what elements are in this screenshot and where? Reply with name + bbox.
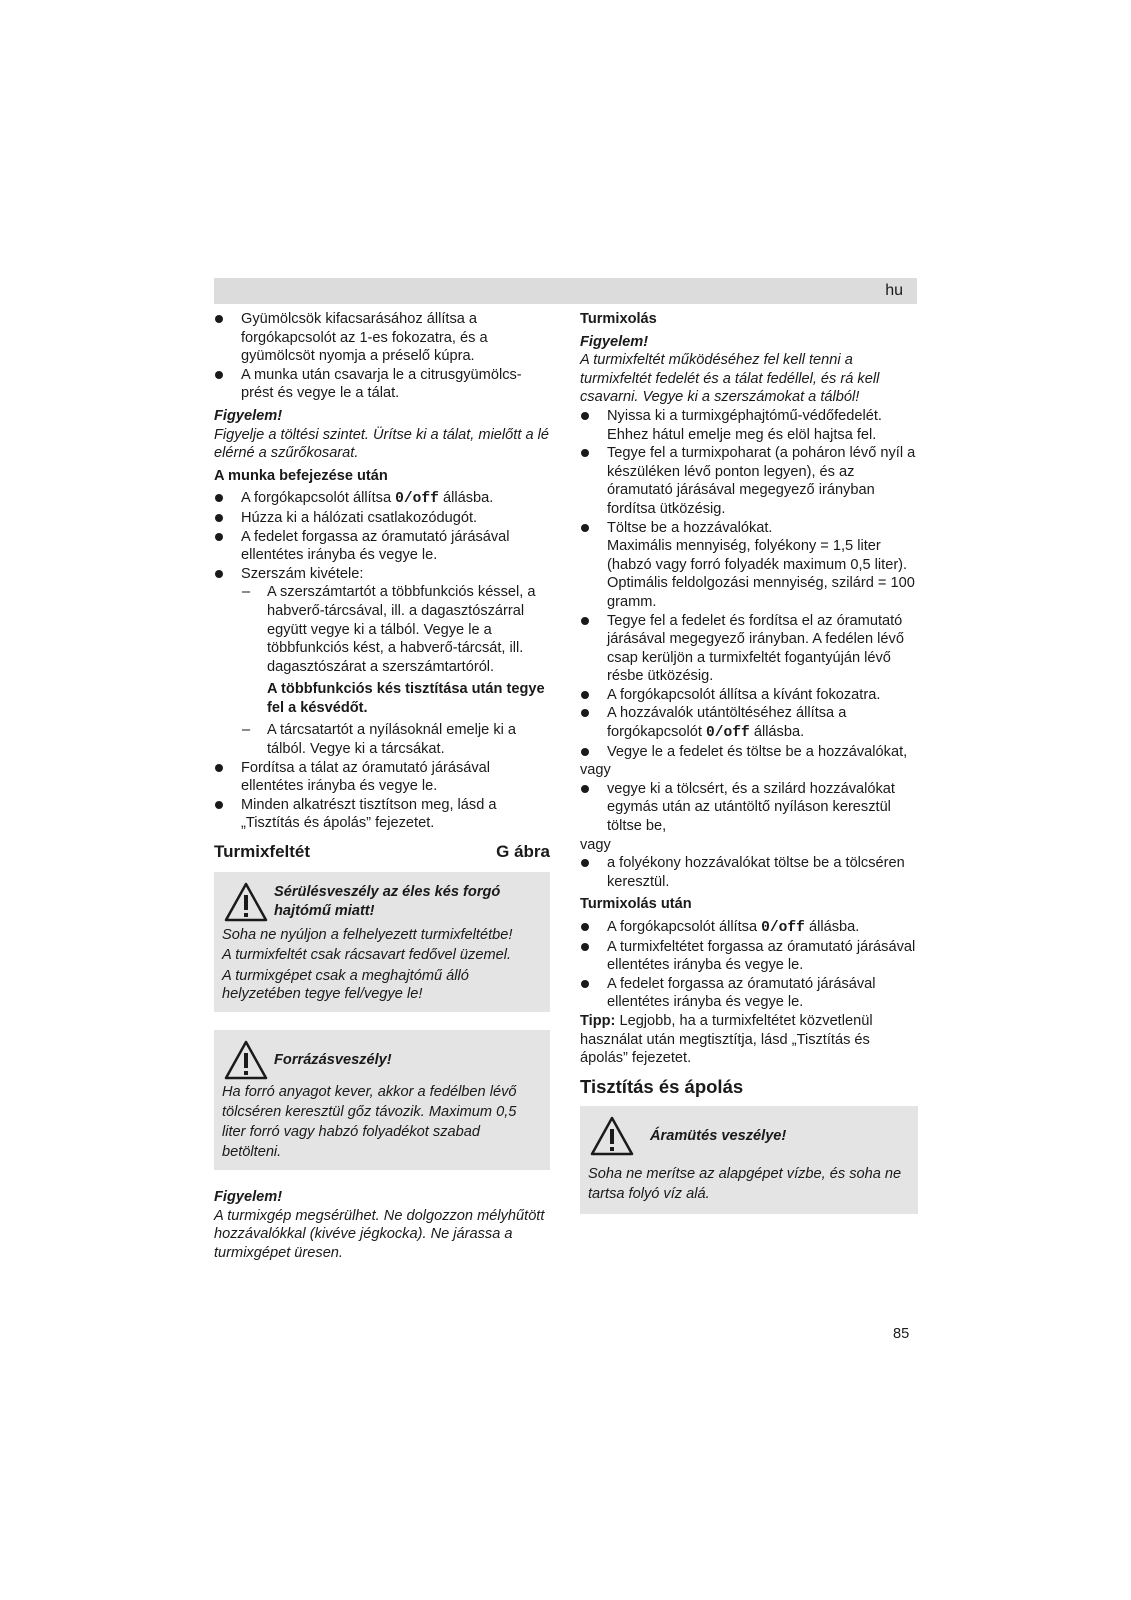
or-label: vagy — [580, 762, 611, 779]
attention-title: Figyelem! — [214, 407, 283, 424]
language-label: hu — [885, 282, 903, 299]
warning-line: A turmixgépet csak a meghajtómű álló helyzetében tegye fel/vegye le! — [222, 967, 469, 1003]
right-column — [580, 310, 918, 1222]
list-item: Húzza ki a hálózati csatlakozódugót. — [214, 509, 550, 528]
attention-text: Figyelje a töltési szintet. Ürítse ki a tálat, mielőtt a lé elérné a szűrőkosarat. — [214, 426, 549, 462]
warning-title: Sérülésveszély az éles kés forgó hajtómű miatt! — [274, 884, 501, 919]
section-heading: Turmixolás után — [580, 896, 692, 913]
warning-icon — [222, 1038, 274, 1082]
dash-item: – A tárcsatartót a nyílásoknál emelje ki a tálból. Vegye ki a tárcsákat. — [214, 721, 550, 758]
list-item: a folyékony hozzávalókat töltse be a tölcséren keresztül. — [580, 854, 918, 891]
warning-text: Ha forró anyagot kever, akkor a fedélben lévő tölcséren keresztül gőz távozik. Maximum 0,5 liter forró vagy habzó folyadékot szabad betölteni. — [222, 1084, 517, 1160]
warning-line: A turmixfeltét csak rácsavart fedővel üzemel. — [222, 947, 512, 964]
list-item: Szerszám kivétele: — [214, 565, 550, 584]
list-item: vegye ki a tölcsért, és a szilárd hozzávalókat egymás után az utántöltő nyíláson keresztül töltse be, — [580, 780, 918, 836]
figure-reference: G ábra — [496, 842, 550, 862]
or-label: vagy — [580, 836, 611, 853]
list-item: A forgókapcsolót állítsa a kívánt fokozatra. — [580, 686, 918, 705]
warning-icon — [588, 1114, 640, 1158]
list-item-detail: Optimális feldolgozási mennyiség, szilárd = 100 gramm. — [607, 575, 915, 610]
list-item: Gyümölcsök kifacsarásához állítsa a forgókapcsolót az 1-es fokozatra, és a gyümölcsöt nyomja a préselő kúpra. — [214, 310, 550, 366]
list-item-detail: Maximális mennyiség, folyékony = 1,5 liter (habzó vagy forró folyadék maximum 0,5 liter). — [607, 538, 908, 573]
warning-title: Forrázásveszély! — [274, 1051, 392, 1068]
bold-note: A többfunkciós kés tisztítása után tegye fel a késvédőt. — [267, 681, 545, 716]
attention-title: Figyelem! — [214, 1189, 283, 1205]
list-item: Töltse be a hozzávalókat. — [580, 519, 918, 538]
section-title-row — [214, 843, 550, 862]
warning-title: Áramütés veszélye! — [650, 1128, 787, 1145]
warning-box — [214, 1030, 550, 1170]
left-column — [214, 310, 550, 1262]
header-bar — [214, 278, 917, 304]
attention-text: A turmixgép megsérülhet. Ne dolgozzon mélyhűtött hozzávalókkal (kivéve jégkocka). Ne járassa a turmixgépet üresen. — [214, 1207, 545, 1261]
list-item: A forgókapcsolót állítsa 0/off állásba. — [214, 489, 550, 509]
attention-title: Figyelem! — [580, 333, 649, 350]
section-title: Turmixfeltét — [214, 842, 311, 862]
warning-text: Soha ne merítse az alapgépet vízbe, és soha ne tartsa folyó víz alá. — [588, 1166, 902, 1203]
section-heading: Turmixolás — [580, 311, 657, 327]
list-item: A turmixfeltétet forgassa az óramutató járásával ellentétes irányba és vegye le. — [580, 938, 918, 975]
list-item: Tegye fel a turmixpoharat (a poháron lévő nyíl a készüléken lévő ponton legyen), és az óramutató járásával megegyező irányban fordítsa ütközésig. — [580, 444, 918, 518]
list-item: Nyissa ki a turmixgéphajtómű-védőfedelét. Ehhez hátul emelje meg és elöl hajtsa fel. — [580, 407, 918, 444]
list-item: A fedelet forgassa az óramutató járásával ellentétes irányba és vegye le. — [214, 528, 550, 565]
clean-heading: Tisztítás és ápolás — [580, 1075, 744, 1097]
dash-item: – A szerszámtartót a többfunkciós késsel, a habverő-tárcsával, ill. a dagasztószárral együtt vegye ki a tálból. Vegye le a többfunkciós kést, a habverő-tárcsát, ill. dagasztószárat a szerszámtartóról. — [214, 583, 550, 676]
list-item: Vegye le a fedelet és töltse be a hozzávalókat, — [580, 743, 918, 762]
list-item: A forgókapcsolót állítsa 0/off állásba. — [580, 918, 918, 938]
tip-text: Tipp: Legjobb, ha a turmixfeltétet közvetlenül használat után megtisztítja, lásd „Tisztítás és ápolás” fejezetet. — [580, 1012, 873, 1067]
list-item: A munka után csavarja le a citrusgyümölcs-prést és vegye le a tálat. — [214, 366, 550, 403]
list-item: A hozzávalók utántöltéséhez állítsa a forgókapcsolót 0/off állásba. — [580, 704, 918, 742]
warning-box — [214, 872, 550, 1012]
warning-icon — [222, 880, 274, 924]
warning-line: Soha ne nyúljon a felhelyezett turmixfeltétbe! — [222, 926, 513, 943]
section-heading: A munka befejezése után — [214, 467, 388, 484]
list-item: Minden alkatrészt tisztítson meg, lásd a „Tisztítás és ápolás” fejezetet. — [214, 796, 550, 833]
warning-box — [580, 1106, 918, 1214]
list-item: Fordítsa a tálat az óramutató járásával ellentétes irányba és vegye le. — [214, 759, 550, 796]
page-number: 85 — [893, 1326, 910, 1342]
list-item: Tegye fel a fedelet és fordítsa el az óramutató járásával megegyező irányban. A fedélen lévő csap kerüljön a turmixfeltét fogantyúján lévő résbe ütközésig. — [580, 612, 918, 686]
attention-text: A turmixfeltét működéséhez fel kell tenni a turmixfeltét fedelét és a tálat fedéllel, és rá kell csavarni. Vegye ki a szerszámokat a tálból! — [580, 352, 880, 406]
list-item: A fedelet forgassa az óramutató járásával ellentétes irányba és vegye le. — [580, 975, 918, 1012]
